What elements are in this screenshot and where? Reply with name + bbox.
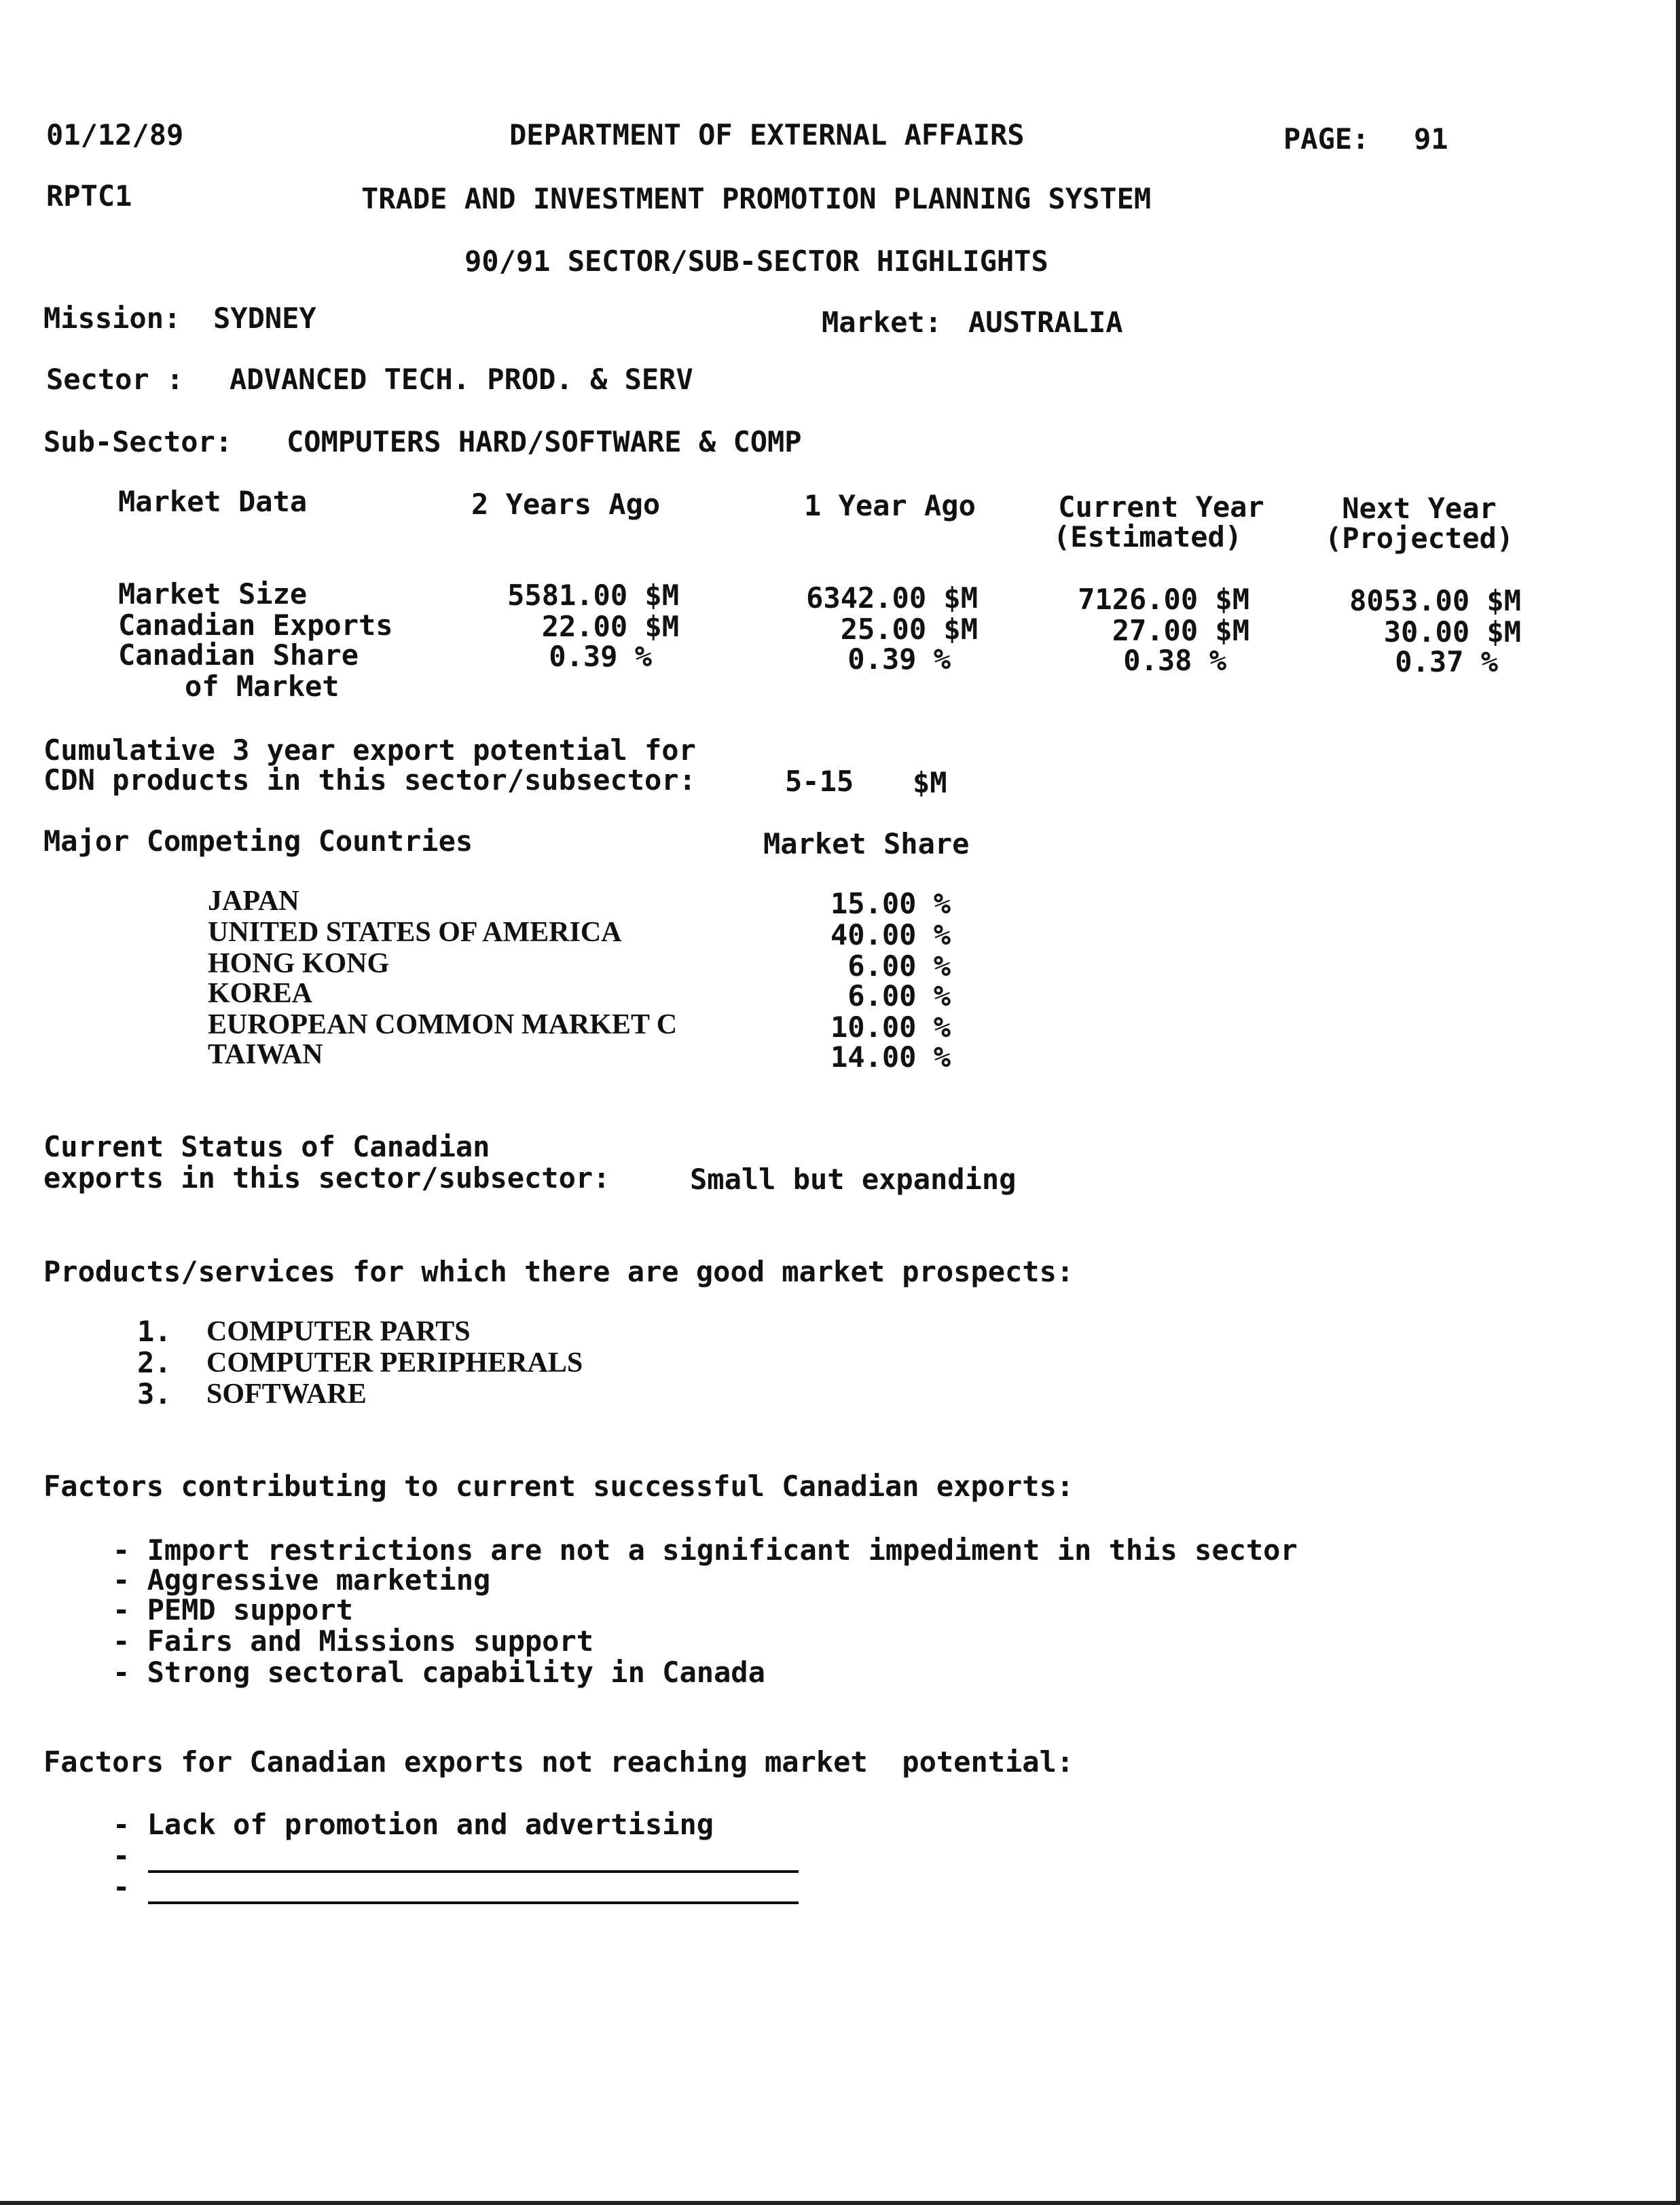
col-next-year-sub: (Projected) [1324,522,1514,555]
system-title: TRADE AND INVESTMENT PROMOTION PLANNING SYSTEM [361,182,1152,215]
blank-fill-line [148,1870,799,1873]
prospects-heading: Products/services for which there are good market prospects: [43,1255,1074,1288]
success-factors-heading: Factors contributing to current successful Canadian exports: [43,1470,1074,1503]
market-share-header: Market Share [763,827,970,860]
list-number: 1. [137,1315,172,1348]
competitors-header: Major Competing Countries [43,824,473,858]
row-label-canadian-share: Canadian Share [118,638,359,672]
row-label-market-size: Market Size [118,577,308,611]
competitor-share: 6.00 % [847,949,951,983]
success-factor-item: - Aggressive marketing [113,1563,491,1597]
blank-dash: - [113,1839,130,1872]
mission-label: Mission: [43,302,181,335]
list-item: SOFTWARE [206,1379,367,1410]
cell: 0.38 % [1123,644,1226,677]
scan-edge-right [1676,0,1680,2205]
success-factor-item: - Import restrictions are not a significant impediment in this sector [113,1533,1298,1567]
list-number: 3. [137,1377,172,1410]
report-date: 01/12/89 [46,118,184,151]
row-label-canadian-exports: Canadian Exports [118,608,393,642]
cumulative-range: 5-15 [785,765,854,798]
report-title: 90/91 SECTOR/SUB-SECTOR HIGHLIGHTS [464,244,1048,278]
cell: 7126.00 $M [1078,583,1249,616]
success-factor-item: - PEMD support [113,1593,354,1626]
list-number: 2. [137,1346,172,1379]
sector-label: Sector : [46,363,184,396]
sector-value: ADVANCED TECH. PROD. & SERV [230,363,693,396]
status-line1: Current Status of Canadian [43,1130,490,1163]
cell: 27.00 $M [1112,614,1249,647]
competitor-country: KOREA [208,978,313,1009]
blank-fill-line [148,1901,799,1904]
success-factor-item: - Fairs and Missions support [113,1624,594,1658]
col-1-year-ago: 1 Year Ago [804,489,976,522]
col-2-years-ago: 2 Years Ago [471,488,661,521]
row-label-canadian-share-line2: of Market [185,670,340,703]
cell: 8053.00 $M [1349,584,1521,617]
competitor-share: 15.00 % [830,887,951,920]
department-title: DEPARTMENT OF EXTERNAL AFFAIRS [509,118,1025,151]
cell: 0.39 % [549,640,652,673]
list-item: COMPUTER PERIPHERALS [206,1347,583,1379]
competitor-country: EUROPEAN COMMON MARKET C [208,1009,678,1040]
status-line2: exports in this sector/subsector: [43,1161,610,1195]
page-number: 91 [1414,122,1448,156]
cumulative-line1: Cumulative 3 year export potential for [43,733,696,767]
cell: 0.39 % [847,642,951,676]
report-code: RPTC1 [46,179,132,213]
blank-dash: - [113,1870,130,1903]
success-factor-item: - Strong sectoral capability in Canada [113,1656,765,1689]
competitor-country: TAIWAN [208,1039,323,1070]
cell: 5581.00 $M [507,579,679,612]
competitor-country: HONG KONG [208,948,390,979]
shortfall-factors-heading: Factors for Canadian exports not reaching market potential: [43,1745,1074,1779]
shortfall-factor-item: - Lack of promotion and advertising [113,1808,714,1841]
col-next-year: Next Year [1342,492,1497,525]
cell: 22.00 $M [541,610,679,643]
subsector-label: Sub-Sector: [43,425,233,458]
competitor-country: JAPAN [208,886,299,917]
competitor-share: 14.00 % [830,1040,951,1074]
market-value: AUSTRALIA [968,306,1123,339]
list-item: COMPUTER PARTS [206,1316,471,1347]
market-label: Market: [822,306,943,339]
subsector-value: COMPUTERS HARD/SOFTWARE & COMP [287,425,802,458]
page-label: PAGE: [1283,122,1370,156]
scan-edge-bottom [0,2201,1680,2205]
competitor-country: UNITED STATES OF AMERICA [208,917,622,948]
market-data-header: Market Data [118,485,308,518]
competitor-share: 10.00 % [830,1010,951,1044]
cell: 6342.00 $M [806,581,978,615]
status-value: Small but expanding [690,1163,1017,1196]
cumulative-unit: $M [913,766,947,799]
cumulative-line2: CDN products in this sector/subsector: [43,763,696,797]
col-current-year: Current Year [1058,490,1264,524]
cell: 25.00 $M [840,613,978,646]
cell: 0.37 % [1395,645,1498,678]
mission-value: SYDNEY [213,302,316,335]
competitor-share: 6.00 % [847,979,951,1013]
competitor-share: 40.00 % [830,918,951,951]
cell: 30.00 $M [1383,615,1521,649]
col-current-year-sub: (Estimated) [1053,520,1243,553]
